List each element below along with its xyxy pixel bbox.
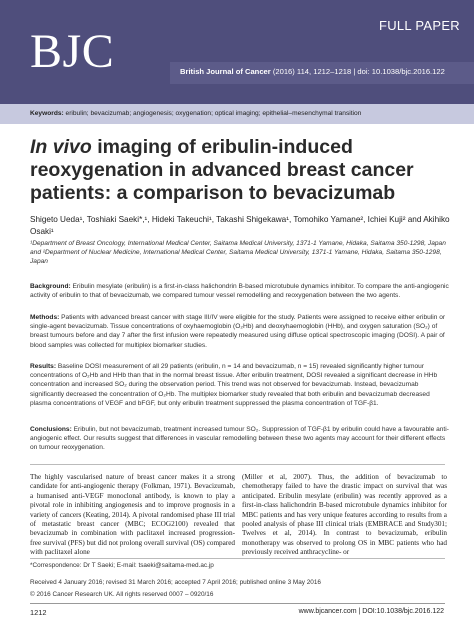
footer-doi: www.bjcancer.com | DOI:10.1038/bjc.2016.122 — [298, 608, 444, 615]
results-text: Baseline DOSI measurement of all 29 patients (eribulin, n = 14 and bevacizumab, n = 15) revealed significantly higher tumour concentrations of O₂Hb and HHb than that in the normal breast tissue. After eribulin treatment, DOSI revealed a significant decrease in HHb concentration and increased SO₂ during the observation period. This trend was not observed for bevacizumab. Instead, bevacizumab significantly decreased the concentration of O₂Hb. The multiplex biomarker study revealed that both eribulin and bevacizumab decreased plasma concentrations of VEGF and bFGF, but only eribulin treatment suppressed the plasma concentration of TGF-β1. — [30, 363, 438, 407]
title-rest: imaging of eribulin-induced reoxygenation in advanced breast cancer patients: a comparison to bevacizumab — [30, 136, 414, 204]
journal-logo: BJC — [30, 25, 115, 78]
conclusions-label: Conclusions: — [30, 426, 72, 433]
methods-label: Methods: — [30, 314, 60, 321]
results-label: Results: — [30, 363, 57, 370]
footer-divider — [30, 603, 445, 604]
abstract-divider — [30, 464, 445, 465]
page-number: 1212 — [30, 608, 47, 617]
author-list: Shigeto Ueda¹, Toshiaki Saeki*,¹, Hideki Takeuchi¹, Takashi Shigekawa¹, Tomohiko Yamane², Ichiei Kuji² and Akihiko Osaki¹ — [30, 215, 450, 236]
citation-line — [180, 67, 445, 76]
abstract-results — [30, 362, 450, 408]
keywords-label: Keywords: — [30, 110, 64, 117]
received-dates: Received 4 January 2016; revised 31 March 2016; accepted 7 April 2016; published online 3 May 2016 — [30, 579, 321, 586]
background-text: Eribulin mesylate (eribulin) is a first-in-class halichondrin B-based microtubule dynamics inhibitor. To compare the anti-angiogenic activity of eribulin to that of bevacizumab, we compared tumour vessel remodelling and reoxygenation between the two agents. — [30, 283, 449, 300]
copyright-note: © 2016 Cancer Research UK. All rights reserved 0007 – 0920/16 — [30, 591, 214, 598]
abstract-conclusions — [30, 425, 450, 453]
keywords-text: eribulin; bevacizumab; angiogenesis; oxygenation; optical imaging; epithelial–mesenchymal transition — [63, 110, 362, 117]
body-column-right: (Miller et al, 2007). Thus, the addition of bevacizumab to chemotherapy failed to have the drastic impact on survival that was anticipated. Eribulin mesylate (eribulin) was recently approved as a first-in-class halichondrin B-based microtubule dynamics inhibitor for MBC patients and has very unique features according to results from a pooled analysis of phase III clinical trials (EMBRACE and Study301; Twelves et al, 2014). In contrast to bevacizumab, eribulin monotherapy was observed to prolong OS in MBC patients who had previously received anthracycline- or — [242, 473, 447, 557]
body-column-left: The highly vascularised nature of breast cancer makes it a strong candidate for anti-angiogenic therapy (Folkman, 1971). Bevacizumab, a humanised anti-VEGF monoclonal antibody, is known to play a pivotal role in inhibiting angiogenesis and to improve prognosis in a variety of cancers (Keating, 2014). A pivotal randomised phase III trial of metastatic breast cancer (MBC; ECOG2100) revealed that bevacizumab in combination with paclitaxel increased progression-free survival (PFS) but did not prolong overall survival (OS) compared with paclitaxel alone — [30, 473, 235, 557]
citation-details: (2016) 114, 1212–1218 | doi: 10.1038/bjc.2016.122 — [270, 67, 445, 76]
footnote-divider — [30, 558, 445, 559]
background-label: Background: — [30, 283, 71, 290]
keywords — [30, 110, 361, 117]
title-italic: In vivo — [30, 136, 92, 158]
conclusions-text: Eribulin, but not bevacizumab, treatment increased tumour SO₂. Suppression of TGF-β1 by eribulin could have a favourable anti-angiogenic effect. Our results suggest that differences in vascular remodelling between these two agents may account for their different effects on tumour reoxygenation. — [30, 426, 449, 452]
affiliations: ¹Department of Breast Oncology, International Medical Center, Saitama Medical University, 1371-1 Yamane, Hidaka, Saitama 350-1298, Japan and ²Department of Nuclear Medicine, International Medical Center, Saitama Medical University, 1371-1 Yamane, Hidaka, Saitama 350-1298, Japan — [30, 240, 446, 266]
journal-name: British Journal of Cancer — [180, 67, 271, 76]
abstract-methods — [30, 313, 450, 350]
abstract-background — [30, 282, 450, 300]
methods-text: Patients with advanced breast cancer with stage III/IV were eligible for the study. Patients were assigned to receive either eribulin or single-agent bevacizumab. Tissue concentrations of oxyhaemoglobin (O₂Hb) and deoxyhaemoglobin (HHb), and oxygen saturation (SO₂) of breast tumours before and day 7 after the first infusion were repeatedly measured using diffuse optical spectroscopic imaging (DOSI). A pair of blood samples was collected for multiplex biomarker studies. — [30, 314, 446, 349]
correspondence-note: *Correspondence: Dr T Saeki; E-mail: tsaeki@saitama-med.ac.jp — [30, 562, 214, 569]
article-title — [30, 136, 450, 205]
article-type-label: FULL PAPER — [378, 18, 460, 33]
